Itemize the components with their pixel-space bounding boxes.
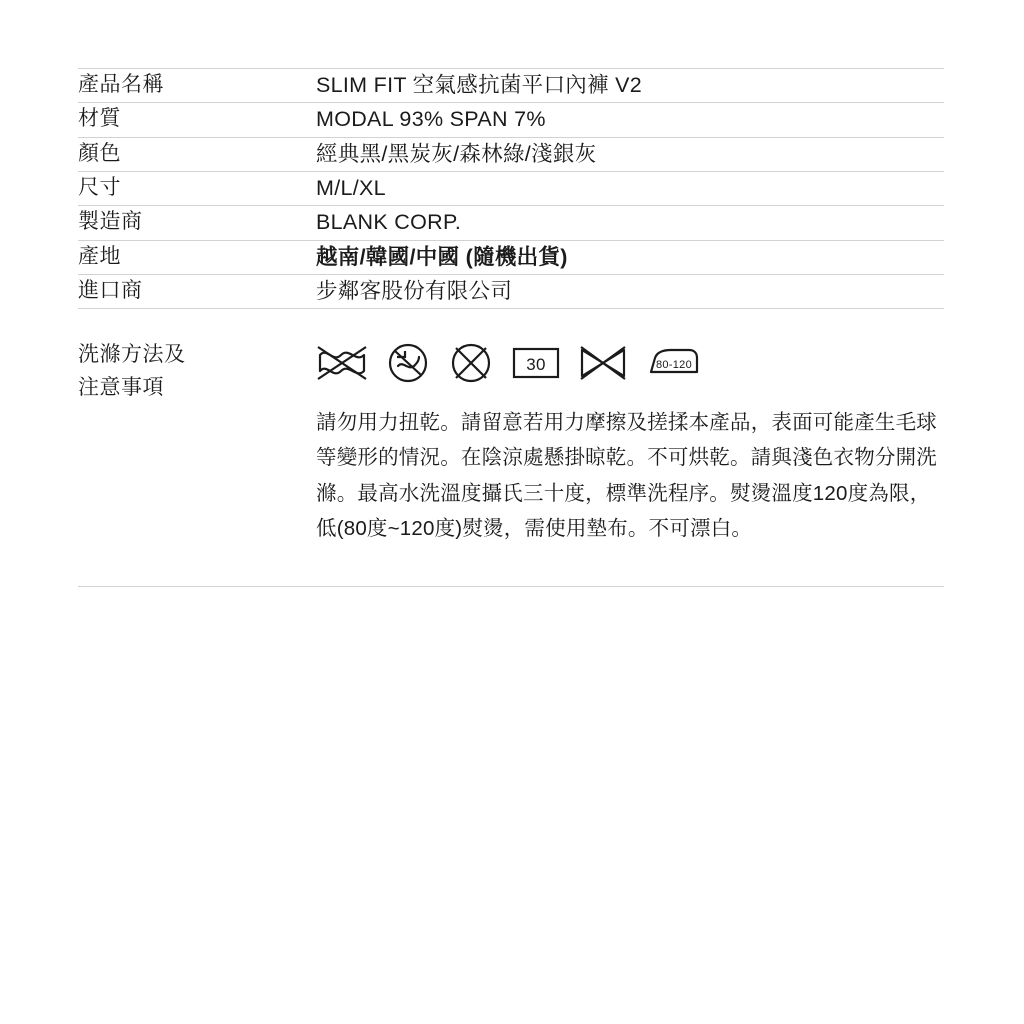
row-label: 材質 bbox=[78, 107, 121, 131]
row-label: 製造商 bbox=[78, 210, 143, 234]
row-value: M/L/XL bbox=[316, 175, 386, 200]
table-row bbox=[78, 69, 944, 103]
row-value: BLANK CORP. bbox=[316, 210, 462, 235]
row-label: 產品名稱 bbox=[78, 73, 164, 96]
care-value bbox=[316, 309, 944, 587]
table-row bbox=[78, 103, 944, 137]
table-row-care bbox=[78, 309, 944, 587]
table-row bbox=[78, 206, 944, 240]
iron-low-temp-icon bbox=[645, 344, 701, 382]
care-instructions-text: 請勿用力扭乾。請留意若用力摩擦及搓揉本產品，表面可能產生毛球等變形的情況。在陰涼處懸掛晾乾。不可烘乾。請與淺色衣物分開洗滌。最高水洗溫度攝氏三十度，標準洗程序。熨燙溫度120度為限，低(80度~120度)熨燙，需使用墊布。不可漂白。 bbox=[316, 411, 937, 540]
row-value: SLIM FIT 空氣感抗菌平口內褲 V2 bbox=[316, 73, 643, 97]
row-label: 產地 bbox=[78, 244, 121, 268]
wash-30-icon bbox=[511, 343, 561, 383]
table-row bbox=[78, 240, 944, 274]
no-bleach-icon bbox=[448, 341, 494, 385]
table-row bbox=[78, 137, 944, 171]
no-tumble-dry-icon bbox=[385, 341, 431, 385]
no-dry-clean-icon bbox=[578, 342, 628, 384]
row-value: MODAL 93% SPAN 7% bbox=[316, 107, 546, 132]
spec-table bbox=[78, 68, 944, 587]
care-label-line1: 洗滌方法及 bbox=[78, 343, 186, 367]
care-label-line2: 注意事項 bbox=[78, 375, 164, 399]
row-label: 進口商 bbox=[78, 278, 143, 302]
row-label: 尺寸 bbox=[78, 175, 121, 199]
iron-temp-text: 80-120 bbox=[655, 359, 693, 372]
spec-table-body bbox=[78, 69, 944, 587]
wash-temp-text: 30 bbox=[526, 355, 546, 375]
row-value: 越南/韓國/中國 (隨機出貨) bbox=[316, 244, 568, 269]
row-label: 顏色 bbox=[78, 141, 121, 165]
row-value: 經典黑/黑炭灰/森林綠/淺銀灰 bbox=[316, 141, 597, 166]
table-row bbox=[78, 274, 944, 308]
care-symbol-row bbox=[316, 335, 944, 391]
no-wring-icon bbox=[316, 343, 368, 383]
row-value: 步鄰客股份有限公司 bbox=[316, 278, 513, 303]
care-label bbox=[78, 309, 316, 587]
table-row bbox=[78, 171, 944, 205]
